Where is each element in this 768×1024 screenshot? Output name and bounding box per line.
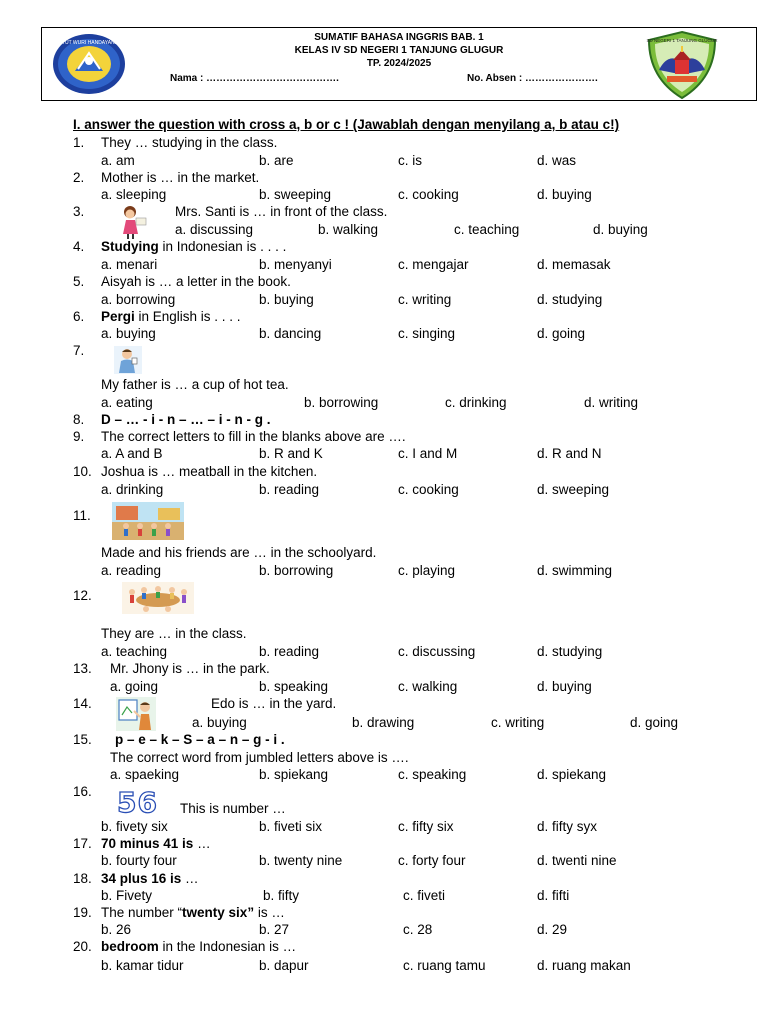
option-a[interactable]: a. menari (101, 257, 158, 272)
option-a[interactable]: a. sleeping (101, 187, 167, 202)
option-b[interactable]: b. dapur (259, 958, 309, 973)
question-number: 3. (73, 204, 85, 219)
question-pre: The number “ (101, 905, 183, 920)
question-number: 18. (73, 871, 92, 886)
question-text: Mrs. Santi is … in front of the class. (175, 204, 388, 219)
option-d[interactable]: d. going (630, 715, 679, 730)
option-b[interactable]: b. borrowing (304, 395, 379, 410)
option-a[interactable]: a. going (110, 679, 159, 694)
option-b[interactable]: b. 27 (259, 922, 290, 937)
logo-right-caption: SD NEGERI 1 TANJUNG GLUGUR (646, 38, 718, 43)
option-b[interactable]: b. borrowing (259, 563, 334, 578)
keyword: 34 plus 16 is (101, 871, 182, 886)
option-b[interactable]: b. are (259, 153, 294, 168)
option-b[interactable]: b. fifty (263, 888, 300, 903)
option-b[interactable]: b. sweeping (259, 187, 332, 202)
question-text (101, 836, 211, 852)
option-d[interactable]: d. going (537, 326, 586, 341)
option-c[interactable]: c. forty four (398, 853, 466, 868)
option-d[interactable]: d. ruang makan (537, 958, 631, 973)
option-b[interactable]: b. twenty nine (259, 853, 343, 868)
option-b[interactable]: b. walking (318, 222, 379, 237)
option-d[interactable]: d. 29 (537, 922, 568, 937)
question-text: Aisyah is … a letter in the book. (101, 274, 291, 289)
option-a[interactable]: b. fourty four (101, 853, 177, 868)
question-text (101, 939, 296, 955)
option-c[interactable]: c. teaching (454, 222, 520, 237)
question-number: 2. (73, 170, 85, 185)
keyword: Studying (101, 239, 159, 254)
option-a[interactable]: a. discussing (175, 222, 254, 237)
keyword: twenty six” (182, 905, 255, 920)
option-a[interactable]: a. drinking (101, 482, 164, 497)
classroom-discussion-picture (122, 582, 194, 614)
question-text: They … studying in the class. (101, 135, 278, 150)
question-number: 19. (73, 905, 92, 920)
option-d[interactable]: d. buying (537, 187, 592, 202)
option-d[interactable]: d. swimming (537, 563, 613, 578)
question-number: 13. (73, 661, 92, 676)
option-a[interactable]: b. kamar tidur (101, 958, 184, 973)
option-b[interactable]: b. speaking (259, 679, 329, 694)
option-c[interactable]: c. fifty six (398, 819, 454, 834)
question-text: My father is … a cup of hot tea. (101, 377, 289, 392)
keyword: Pergi (101, 309, 135, 324)
option-d[interactable]: d. fifti (537, 888, 570, 903)
option-a[interactable]: a. teaching (101, 644, 168, 659)
jumbled-letters: p – e – k – S – a – n – g - i . (115, 732, 285, 747)
question-text (101, 905, 285, 921)
option-d[interactable]: d. fifty syx (537, 819, 598, 834)
option-c[interactable]: c. 28 (403, 922, 433, 937)
option-c[interactable]: c. is (398, 153, 423, 168)
option-c[interactable]: c. ruang tamu (403, 958, 486, 973)
option-c[interactable]: c. walking (398, 679, 458, 694)
option-c[interactable]: c. writing (491, 715, 545, 730)
question-number: 15. (73, 732, 92, 747)
option-c[interactable]: c. fiveti (403, 888, 446, 903)
option-b[interactable]: b. dancing (259, 326, 322, 341)
question-text: Mr. Jhony is … in the park. (110, 661, 270, 676)
question-text (101, 871, 199, 887)
option-d[interactable]: d. writing (584, 395, 639, 410)
option-c[interactable]: c. speaking (398, 767, 467, 782)
question-text: Edo is … in the yard. (211, 696, 337, 711)
question-text: Mother is … in the market. (101, 170, 260, 185)
question-text: The correct word from jumbled letters above is …. (110, 750, 409, 765)
keyword: 70 minus 41 is (101, 836, 194, 851)
question-number: 17. (73, 836, 92, 851)
option-a[interactable]: a. buying (101, 326, 156, 341)
option-d[interactable]: d. R and N (537, 446, 602, 461)
option-d[interactable]: d. studying (537, 644, 603, 659)
option-b[interactable]: b. fiveti six (259, 819, 323, 834)
question-number: 14. (73, 696, 92, 711)
question-number: 8. (73, 412, 85, 427)
instruction-heading: I. answer the question with cross a, b or c ! (Jawablah dengan menyilang a, b atau c!) (73, 117, 620, 132)
question-rest: in Indonesian is . . . . (158, 239, 287, 254)
option-a[interactable]: a. spaeking (110, 767, 180, 782)
school-logo (645, 30, 719, 100)
option-a[interactable]: a. eating (101, 395, 153, 410)
option-d[interactable]: d. studying (537, 292, 603, 307)
question-rest: is … (254, 905, 285, 920)
question-rest: in English is . . . . (134, 309, 241, 324)
title-line-3: TP. 2024/2025 (366, 58, 432, 69)
jumbled-letters: D – … - i - n – … – i - n - g . (101, 412, 271, 427)
question-text: This is number … (180, 801, 286, 816)
question-text (101, 309, 241, 325)
option-d[interactable]: d. was (537, 153, 577, 168)
question-number: 4. (73, 239, 85, 254)
option-a[interactable]: a. reading (101, 563, 162, 578)
option-d[interactable]: d. spiekang (537, 767, 607, 782)
option-d[interactable]: d. sweeping (537, 482, 610, 497)
question-number: 10. (73, 464, 92, 479)
option-b[interactable]: b. reading (259, 644, 320, 659)
option-a[interactable]: b. fivety six (101, 819, 168, 834)
option-c[interactable]: c. I and M (398, 446, 458, 461)
header-box (41, 27, 757, 101)
option-a[interactable]: a. am (101, 153, 135, 168)
keyword: bedroom (101, 939, 159, 954)
question-text (101, 239, 286, 255)
option-c[interactable]: c. drinking (445, 395, 507, 410)
logo-left-caption: TUT WURI HANDAYANI (61, 40, 117, 46)
question-number: 20. (73, 939, 92, 954)
question-number: 1. (73, 135, 85, 150)
option-d[interactable]: d. memasak (537, 257, 611, 272)
option-c[interactable]: c. singing (398, 326, 456, 341)
boy-drawing-picture (116, 697, 156, 731)
father-drinking-picture (114, 346, 142, 374)
option-b[interactable]: b. R and K (259, 446, 323, 461)
question-number: 12. (73, 588, 92, 603)
teacher-picture (118, 204, 148, 240)
option-c[interactable]: c. mengajar (398, 257, 469, 272)
option-c[interactable]: c. discussing (398, 644, 476, 659)
question-number: 5. (73, 274, 85, 289)
option-a[interactable]: b. Fivety (101, 888, 153, 903)
option-a[interactable]: a. borrowing (101, 292, 176, 307)
question-rest: … (193, 836, 211, 851)
question-text: They are … in the class. (101, 626, 247, 641)
question-number: 6. (73, 309, 85, 324)
option-c[interactable]: c. writing (398, 292, 452, 307)
name-field[interactable]: Nama : …………………………………. (170, 73, 339, 84)
question-number: 16. (73, 784, 92, 799)
option-b[interactable]: b. spiekang (259, 767, 329, 782)
question-number: 9. (73, 429, 85, 444)
option-a[interactable]: a. A and B (101, 446, 163, 461)
title-line-1: SUMATIF BAHASA INGGRIS BAB. 1 (314, 32, 484, 43)
option-b[interactable]: b. buying (259, 292, 314, 307)
option-d[interactable]: d. buying (593, 222, 648, 237)
attendance-number-field[interactable]: No. Absen : …………………. (467, 73, 598, 84)
option-d[interactable]: d. twenti nine (537, 853, 617, 868)
option-b[interactable]: b. menyanyi (259, 257, 332, 272)
option-a[interactable]: a. buying (192, 715, 247, 730)
question-number: 7. (73, 343, 85, 358)
option-b[interactable]: b. drawing (352, 715, 415, 730)
question-rest: in the Indonesian is … (158, 939, 297, 954)
question-number: 11. (73, 508, 91, 523)
big-number-outline: 56 (117, 786, 158, 819)
option-c[interactable]: c. cooking (398, 187, 459, 202)
option-d[interactable]: d. buying (537, 679, 592, 694)
option-a[interactable]: b. 26 (101, 922, 132, 937)
schoolyard-picture (112, 502, 184, 540)
option-b[interactable]: b. reading (259, 482, 320, 497)
question-rest: … (181, 871, 199, 886)
title-line-2: KELAS IV SD NEGERI 1 TANJUNG GLUGUR (294, 45, 504, 56)
question-text: The correct letters to fill in the blanks above are …. (101, 429, 406, 444)
option-c[interactable]: c. cooking (398, 482, 459, 497)
question-text: Joshua is … meatball in the kitchen. (101, 464, 318, 479)
question-text: Made and his friends are … in the schoolyard. (101, 545, 377, 560)
option-c[interactable]: c. playing (398, 563, 456, 578)
